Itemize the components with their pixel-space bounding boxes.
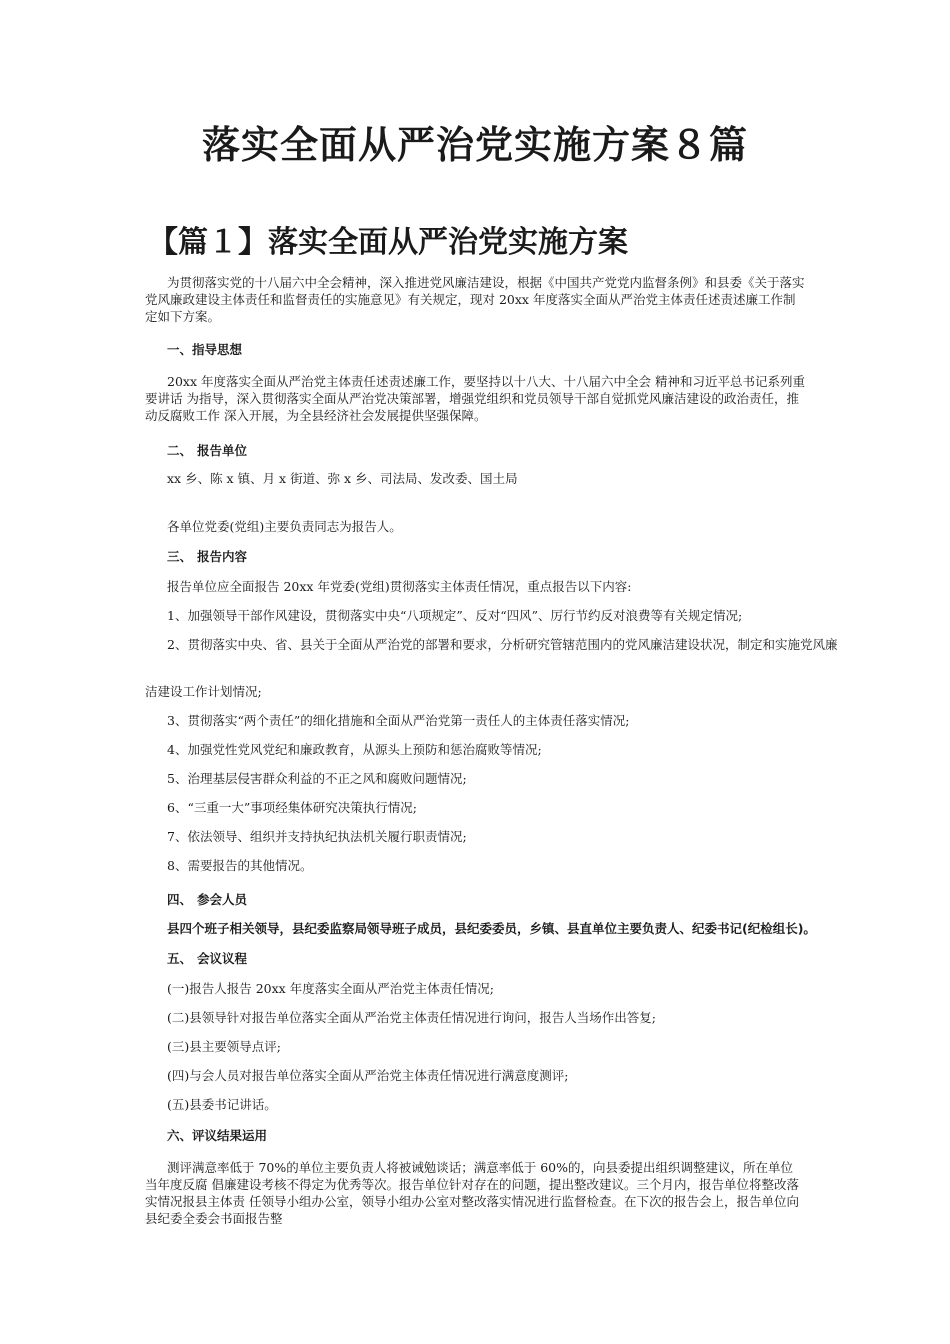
section-subtitle: 【篇１】落实全面从严治党实施方案 <box>148 225 628 260</box>
heading-text: 报告内容 <box>197 549 248 564</box>
heading-agenda <box>167 950 247 967</box>
list-item: 1、加强领导干部作风建设，贯彻落实中央“八项规定”、反对“四风”、厉行节约反对浪费等有关规定情况; <box>167 608 743 623</box>
list-item: 3、贯彻落实“两个责任”的细化措施和全面从严治党第一责任人的主体责任落实情况; <box>167 713 630 728</box>
heading-number: 四、 <box>167 892 193 907</box>
agenda-item: (三)县主要领导点评; <box>167 1039 281 1054</box>
intro-paragraph: 为贯彻落实党的十八届六中全会精神，深入推进党风廉洁建设，根据《中国共产党党内监督条例》和县委《关于落实党风廉政建设主体责任和监督责任的实施意见》有关规定，现对 20xx 年度落实全面从严治党主体责任述责述廉工作制定如下方案。 <box>145 275 805 324</box>
document-title: 落实全面从严治党实施方案８篇 <box>201 122 748 167</box>
report-content-intro: 报告单位应全面报告 20xx 年党委(党组)贯彻落实主体责任情况，重点报告以下内容: <box>167 579 632 594</box>
results-use-paragraph: 测评满意率低于 70%的单位主要负责人将被诫勉谈话；满意率低于 60%的，向县委提出组织调整建议，所在单位当年度反腐 倡廉建设考核不得定为优秀等次。报告单位针对存在的问题，提出整改建议。三个月内，报告单位将整改落实情况报县主体责 任领导小组办公室，领导小组办公室对整改落实情况进行监督检查。在下次的报告会上，报告单位向县纪委全委会书面报告整 <box>145 1160 799 1226</box>
agenda-item: (五)县委书记讲话。 <box>167 1097 277 1112</box>
list-item: 6、“三重一大”事项经集体研究决策执行情况; <box>167 800 417 815</box>
heading-results-use: 六、评议结果运用 <box>167 1128 268 1143</box>
list-item: 8、需要报告的其他情况。 <box>167 858 313 873</box>
reporter-note: 各单位党委(党组)主要负责同志为报告人。 <box>167 519 402 534</box>
agenda-item: (二)县领导针对报告单位落实全面从严治党主体责任情况进行询问，报告人当场作出答复; <box>167 1010 656 1025</box>
list-item: 4、加强党性党风党纪和廉政教育，从源头上预防和惩治腐败等情况; <box>167 742 542 757</box>
list-item: 5、治理基层侵害群众利益的不正之风和腐败问题情况; <box>167 771 467 786</box>
list-item: 2、贯彻落实中央、省、县关于全面从严治党的部署和要求，分析研究管辖范围内的党风廉洁建设状况，制定和实施党风廉 <box>167 637 838 652</box>
list-item: 7、依法领导、组织并支持执纪执法机关履行职责情况; <box>167 829 467 844</box>
reporting-units-list: xx 乡、陈 x 镇、月 x 街道、弥 x 乡、司法局、发改委、国土局 <box>167 471 518 486</box>
heading-number: 五、 <box>167 951 193 966</box>
heading-text: 报告单位 <box>197 443 248 458</box>
heading-guiding-thought: 一、指导思想 <box>167 342 243 357</box>
heading-number: 二、 <box>167 443 193 458</box>
heading-number: 三、 <box>167 549 193 564</box>
heading-report-content <box>167 548 247 565</box>
list-item-continuation: 洁建设工作计划情况; <box>145 684 262 699</box>
heading-attendees <box>167 891 247 908</box>
guiding-thought-paragraph: 20xx 年度落实全面从严治党主体责任述责述廉工作，要坚持以十八大、十八届六中全会 精神和习近平总书记系列重要讲话 为指导，深入贯彻落实全面从严治党决策部署，增强党组织和党员领导干部自觉抓党风廉洁建设的政治责任，推动反腐败工作 深入开展，为全县经济社会发展提供坚强保障。 <box>145 374 805 423</box>
agenda-item: (一)报告人报告 20xx 年度落实全面从严治党主体责任情况; <box>167 981 494 996</box>
heading-text: 参会人员 <box>197 892 248 907</box>
heading-text: 会议议程 <box>197 951 248 966</box>
attendees-paragraph: 县四个班子相关领导，县纪委监察局领导班子成员，县纪委委员，乡镇、县直单位主要负责人、纪委书记(纪检组长)。 <box>167 921 816 936</box>
agenda-item: (四)与会人员对报告单位落实全面从严治党主体责任情况进行满意度测评; <box>167 1068 569 1083</box>
heading-reporting-units <box>167 442 247 459</box>
